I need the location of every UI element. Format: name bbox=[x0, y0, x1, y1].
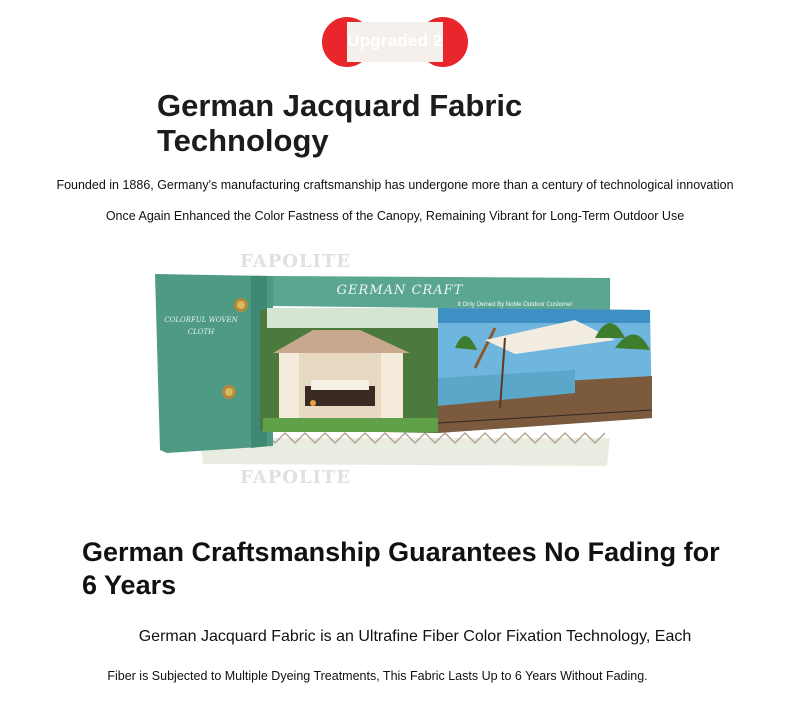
badge-text: Upgraded 2 bbox=[347, 31, 443, 50]
section-1-line-1: Founded in 1886, Germany's manufacturing craftsmanship has undergone more than a century of technological innovation bbox=[56, 178, 734, 192]
section-1-title: German Jacquard Fabric Technology bbox=[157, 88, 523, 158]
section-2-line-1: German Jacquard Fabric is an Ultrafine Fiber Color Fixation Technology, Each bbox=[138, 628, 692, 645]
upgrade-badge bbox=[322, 17, 468, 67]
watermark-bottom: FAPOLITE bbox=[240, 467, 352, 488]
section-2-line-2: Fiber is Subjected to Multiple Dyeing Treatments, This Fabric Lasts Up to 6 Years Without Fading. bbox=[107, 669, 648, 683]
book-subtitle: It Only Owned By Noble Outdoor Customer bbox=[457, 302, 573, 308]
fabric-sample-book-image bbox=[155, 268, 655, 473]
section-1-line-2: Once Again Enhanced the Color Fastness of the Canopy, Remaining Vibrant for Long-Term Outdoor Use bbox=[105, 209, 685, 223]
section-2-title: German Craftsmanship Guarantees No Fading for 6 Years bbox=[82, 537, 720, 600]
cover-label-1: COLORFUL WOVEN bbox=[164, 316, 238, 324]
watermark-top: FAPOLITE bbox=[240, 251, 352, 272]
cover-label-2: CLOTH bbox=[187, 328, 215, 336]
book-title: GERMAN CRAFT bbox=[336, 283, 464, 298]
